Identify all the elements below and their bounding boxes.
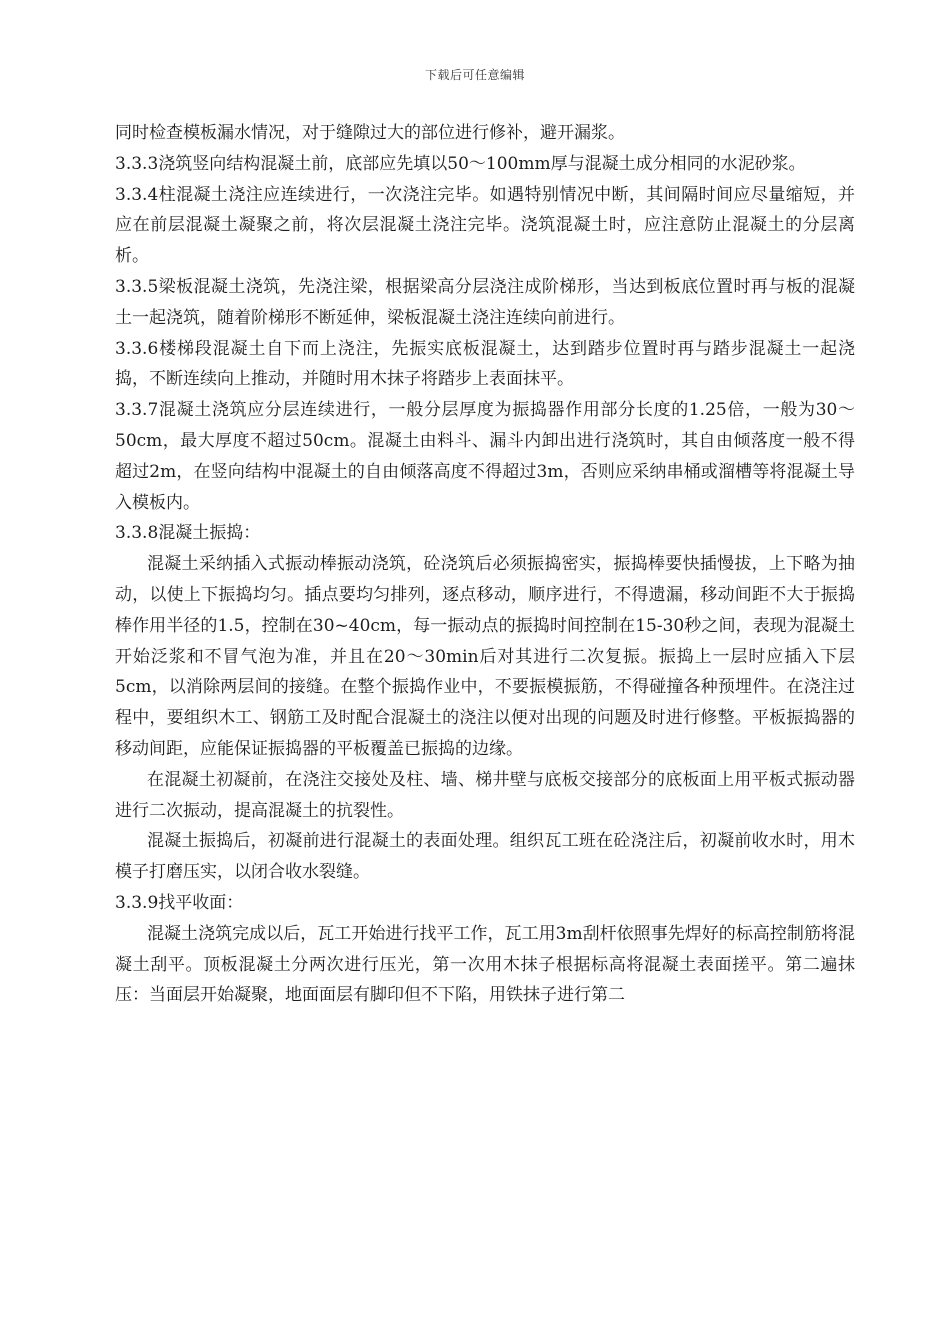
page-header: 下载后可任意编辑 <box>424 68 525 82</box>
paragraph-vibration: 混凝土采纳插入式振动棒振动浇筑，砼浇筑后必须振捣密实，振捣棒要快插慢拔，上下略为抽动，以使上下振捣均匀。插点要均匀排列，逐点移动，顺序进行，不得遗漏，移动间距不大于振捣棒作用半径的1.5，控制在30~40cm，每一振动点的振捣时间控制在15-30秒之间，表现为混凝土开始泛浆和不冒气泡为准，并且在20～30min后对其进行二次复振。振捣上一层时应插入下层5cm，以消除两层间的接缝。在整个振捣作业中，不要振模振筋，不得碰撞各种预埋件。在浇注过程中，要组织木工、钢筋工及时配合混凝土的浇注以便对出现的问题及时进行修整。平板振捣器的移动间距，应能保证振捣器的平板覆盖已振捣的边缘。 <box>115 554 855 759</box>
paragraph-leveling: 混凝土浇筑完成以后，瓦工开始进行找平工作，瓦工用3m刮杆依照事先焊好的标高控制筋将混凝土刮平。顶板混凝土分两次进行压光，第一次用木抹子根据标高将混凝土表面搓平。第二遍抹压：当面层开始凝聚，地面面层有脚印但不下陷，用铁抹子进行第二 <box>115 923 855 1006</box>
paragraph-3-3-5: 3.3.5梁板混凝土浇筑，先浇注梁，根据梁高分层浇注成阶梯形，当达到板底位置时再与板的混凝土一起浇筑，随着阶梯形不断延伸，梁板混凝土浇注连续向前进行。 <box>115 276 855 328</box>
section-heading-3-3-8: 3.3.8混凝土振捣： <box>115 523 261 544</box>
paragraph-initial-set: 在混凝土初凝前，在浇注交接处及柱、墙、梯井壁与底板交接部分的底板面上用平板式振动器进行二次振动，提高混凝土的抗裂性。 <box>115 769 855 821</box>
paragraph-3-3-7: 3.3.7混凝土浇筑应分层连续进行，一般分层厚度为振捣器作用部分长度的1.25倍，一般为30～50cm，最大厚度不超过50cm。混凝土由料斗、漏斗内卸出进行浇筑时，其自由倾落度一般不得超过2m，在竖向结构中混凝土的自由倾落高度不得超过3m，否则应采纳串桶或溜槽等将混凝土导入模板内。 <box>115 400 855 513</box>
section-heading-3-3-9: 3.3.9找平收面： <box>115 892 244 913</box>
paragraph: 同时检查模板漏水情况，对于缝隙过大的部位进行修补，避开漏浆。 <box>115 123 625 143</box>
paragraph-3-3-3: 3.3.3浇筑竖向结构混凝土前，底部应先填以50～100mm厚与混凝土成分相同的水泥砂浆。 <box>115 153 806 174</box>
paragraph-3-3-4: 3.3.4柱混凝土浇注应连续进行，一次浇注完毕。如遇特别情况中断，其间隔时间应尽量缩短，并应在前层混凝土凝聚之前，将次层混凝土浇注完毕。浇筑混凝土时，应注意防止混凝土的分层离析。 <box>115 184 855 267</box>
document-body <box>115 118 855 1011</box>
paragraph-3-3-6: 3.3.6楼梯段混凝土自下而上浇注，先振实底板混凝土，达到踏步位置时再与踏步混凝土一起浇捣，不断连续向上推动，并随时用木抹子将踏步上表面抹平。 <box>115 338 855 390</box>
paragraph-surface-treatment: 混凝土振捣后，初凝前进行混凝土的表面处理。组织瓦工班在砼浇注后，初凝前收水时，用木模子打磨压实，以闭合收水裂缝。 <box>115 831 855 883</box>
